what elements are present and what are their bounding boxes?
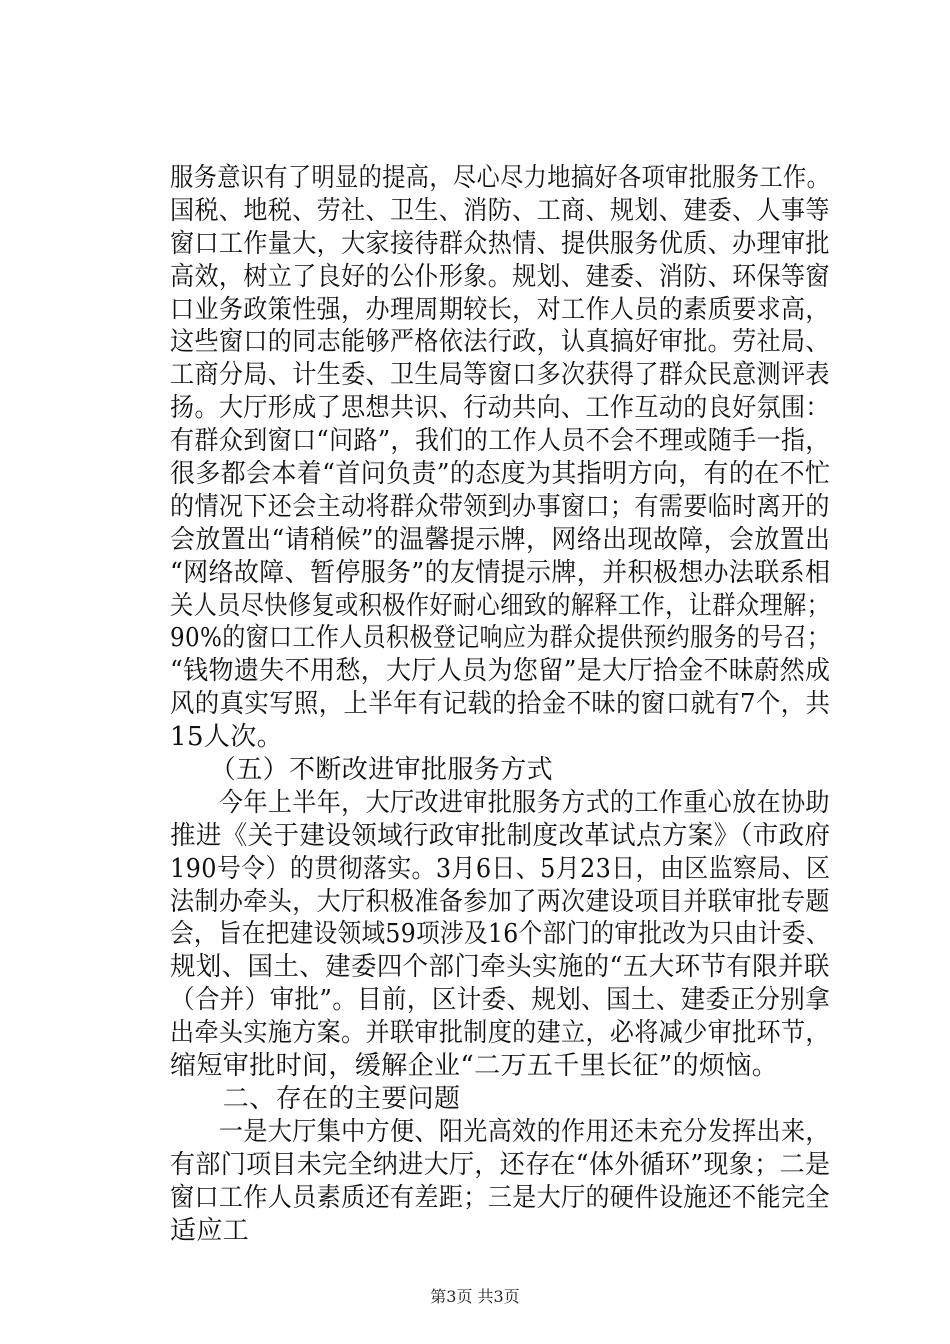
text-line: “网络故障、暂停服务”的友情提示牌，并积极想办法联系相: [170, 557, 831, 588]
text-line: 缩短审批时间，缓解企业“二万五千里长征”的烦恼。: [170, 1051, 779, 1082]
text-line: 一是大厅集中方便、阳光高效的作用还未充分发挥出来，: [170, 1116, 830, 1147]
text-line: 的情况下还会主动将群众带领到办事窗口；有需要临时离开的: [170, 491, 830, 522]
text-line: 190号令）的贯彻落实。3月6日、5月23日，由区监察局、区: [170, 853, 831, 884]
text-line: 推进《关于建设领域行政审批制度改革试点方案》（市政府: [170, 820, 831, 851]
text-line: 风的真实写照，上半年有记载的拾金不昧的窗口就有7个，共: [170, 689, 831, 720]
text-line: 窗口工作量大，大家接待群众热情、提供服务优质、办理审批: [170, 228, 830, 259]
text-line: 出牵头实施方案。并联审批制度的建立，必将减少审批环节，: [170, 1018, 830, 1049]
text-line: 15人次。: [170, 722, 284, 753]
text-line: 关人员尽快修复或积极作好耐心细致的解释工作，让群众理解；: [170, 590, 831, 621]
text-line: 窗口工作人员素质还有差距；三是大厅的硬件设施还不能完全: [170, 1182, 830, 1213]
text-line: 口业务政策性强，办理周期较长，对工作人员的素质要求高，: [170, 294, 830, 325]
text-line: 会，旨在把建设领域59项涉及16个部门的审批改为只由计委、: [170, 919, 830, 950]
text-line: 有部门项目未完全纳进大厅，还存在“体外循环”现象；二是: [170, 1149, 831, 1180]
text-line: 法制办牵头，大厅积极准备参加了两次建设项目并联审批专题: [170, 886, 830, 917]
text-line: 90%的窗口工作人员积极登记响应为群众提供预约服务的号召；: [170, 623, 831, 654]
text-line: 这些窗口的同志能够严格依法行政，认真搞好审批。劳社局、: [170, 327, 830, 358]
text-line: 规划、国土、建委四个部门牵头实施的“五大环节有限并联: [170, 952, 830, 983]
text-line: 工商分局、计生委、卫生局等窗口多次获得了群众民意测评表: [170, 360, 830, 391]
section-heading: 二、存在的主要问题: [170, 1083, 461, 1114]
text-line: 高效，树立了良好的公仆形象。规划、建委、消防、环保等窗: [170, 261, 830, 292]
text-line: “钱物遗失不用愁，大厅人员为您留”是大厅拾金不昧蔚然成: [170, 656, 831, 687]
text-line: 服务意识有了明显的提高，尽心尽力地搞好各项审批服务工作。: [170, 163, 831, 193]
body-text: [170, 162, 830, 1247]
text-line: 适应工: [170, 1215, 250, 1246]
text-line: 国税、地税、劳社、卫生、消防、工商、规划、建委、人事等: [170, 195, 830, 226]
text-line: 很多都会本着“首问负责”的态度为其指明方向，有的在不忙: [170, 459, 831, 490]
text-line: 有群众到窗口“问路”，我们的工作人员不会不理或随手一指，: [170, 426, 830, 457]
page-number-footer: 第3页 共3页: [430, 1287, 520, 1306]
text-line: （合并）审批”。目前，区计委、规划、国土、建委正分别拿: [170, 985, 831, 1016]
text-line: 今年上半年，大厅改进审批服务方式的工作重心放在协助: [170, 787, 830, 818]
section-heading: （五）不断改进审批服务方式: [170, 755, 554, 786]
text-line: 会放置出“请稍候”的温馨提示牌，网络出现故障，会放置出: [170, 524, 831, 555]
text-line: 扬。大厅形成了思想共识、行动共向、工作互动的良好氛围：: [170, 393, 830, 424]
